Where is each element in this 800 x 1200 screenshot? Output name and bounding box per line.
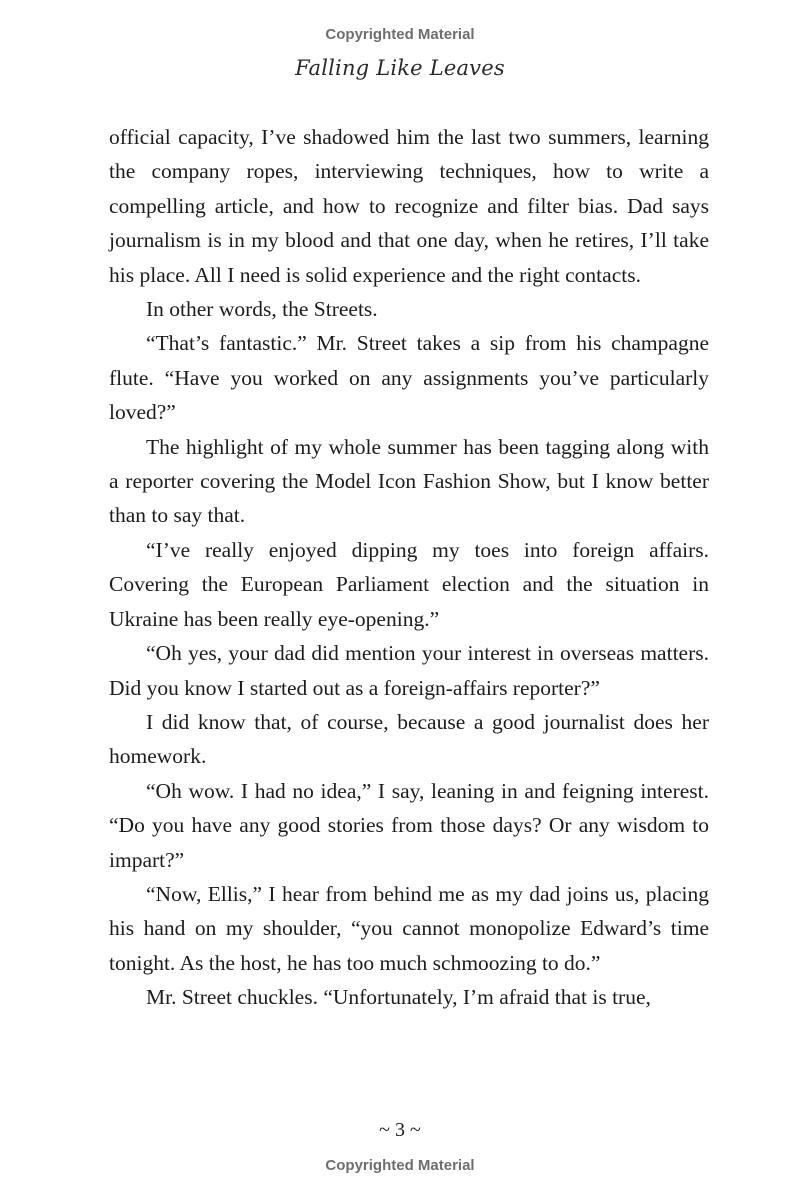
paragraph: I did know that, of course, because a good journalist does her homework. [109,709,709,769]
paragraph: “Oh wow. I had no idea,” I say, leaning in and feigning interest. “Do you have any good stories from those days? Or any wisdom to impart?” [109,778,709,872]
paragraph: “I’ve really enjoyed dipping my toes into foreign affairs. Covering the European Parliament election and the situation in Ukraine has been really eye-opening.” [109,537,709,631]
copyright-watermark-bottom: Copyrighted Material [325,1157,475,1174]
page-number: ~ 3 ~ [379,1119,421,1141]
paragraph: Mr. Street chuckles. “Unfortunately, I’m afraid that is true, [146,985,651,1010]
copyright-watermark-top: Copyrighted Material [325,26,475,43]
paragraph: official capacity, I’ve shadowed him the last two summers, learning the company ropes, interviewing techniques, how to write a compelling article, and how to recognize and filter bias. Dad says journalism is in my blood and that one day, when he retires, I’ll take his place. All I need is solid experience and the right contacts. [109,125,709,287]
paragraph: “That’s fantastic.” Mr. Street takes a sip from his champagne flute. “Have you worked on any assignments you’ve particularly loved?” [109,331,709,425]
paragraph: “Oh yes, your dad did mention your interest in overseas matters. Did you know I started out as a foreign-affairs reporter?” [109,641,709,700]
paragraph: The highlight of my whole summer has been tagging along with a reporter covering the Model Icon Fashion Show, but I know better than to say that. [109,434,709,528]
page-body [109,120,709,1015]
running-head-title: Falling Like Leaves [295,56,505,80]
paragraph: “Now, Ellis,” I hear from behind me as my dad joins us, placing his hand on my shoulder, “you cannot monopolize Edward’s time tonight. As the host, he has too much schmoozing to do.” [109,881,709,975]
paragraph: In other words, the Streets. [146,297,378,322]
